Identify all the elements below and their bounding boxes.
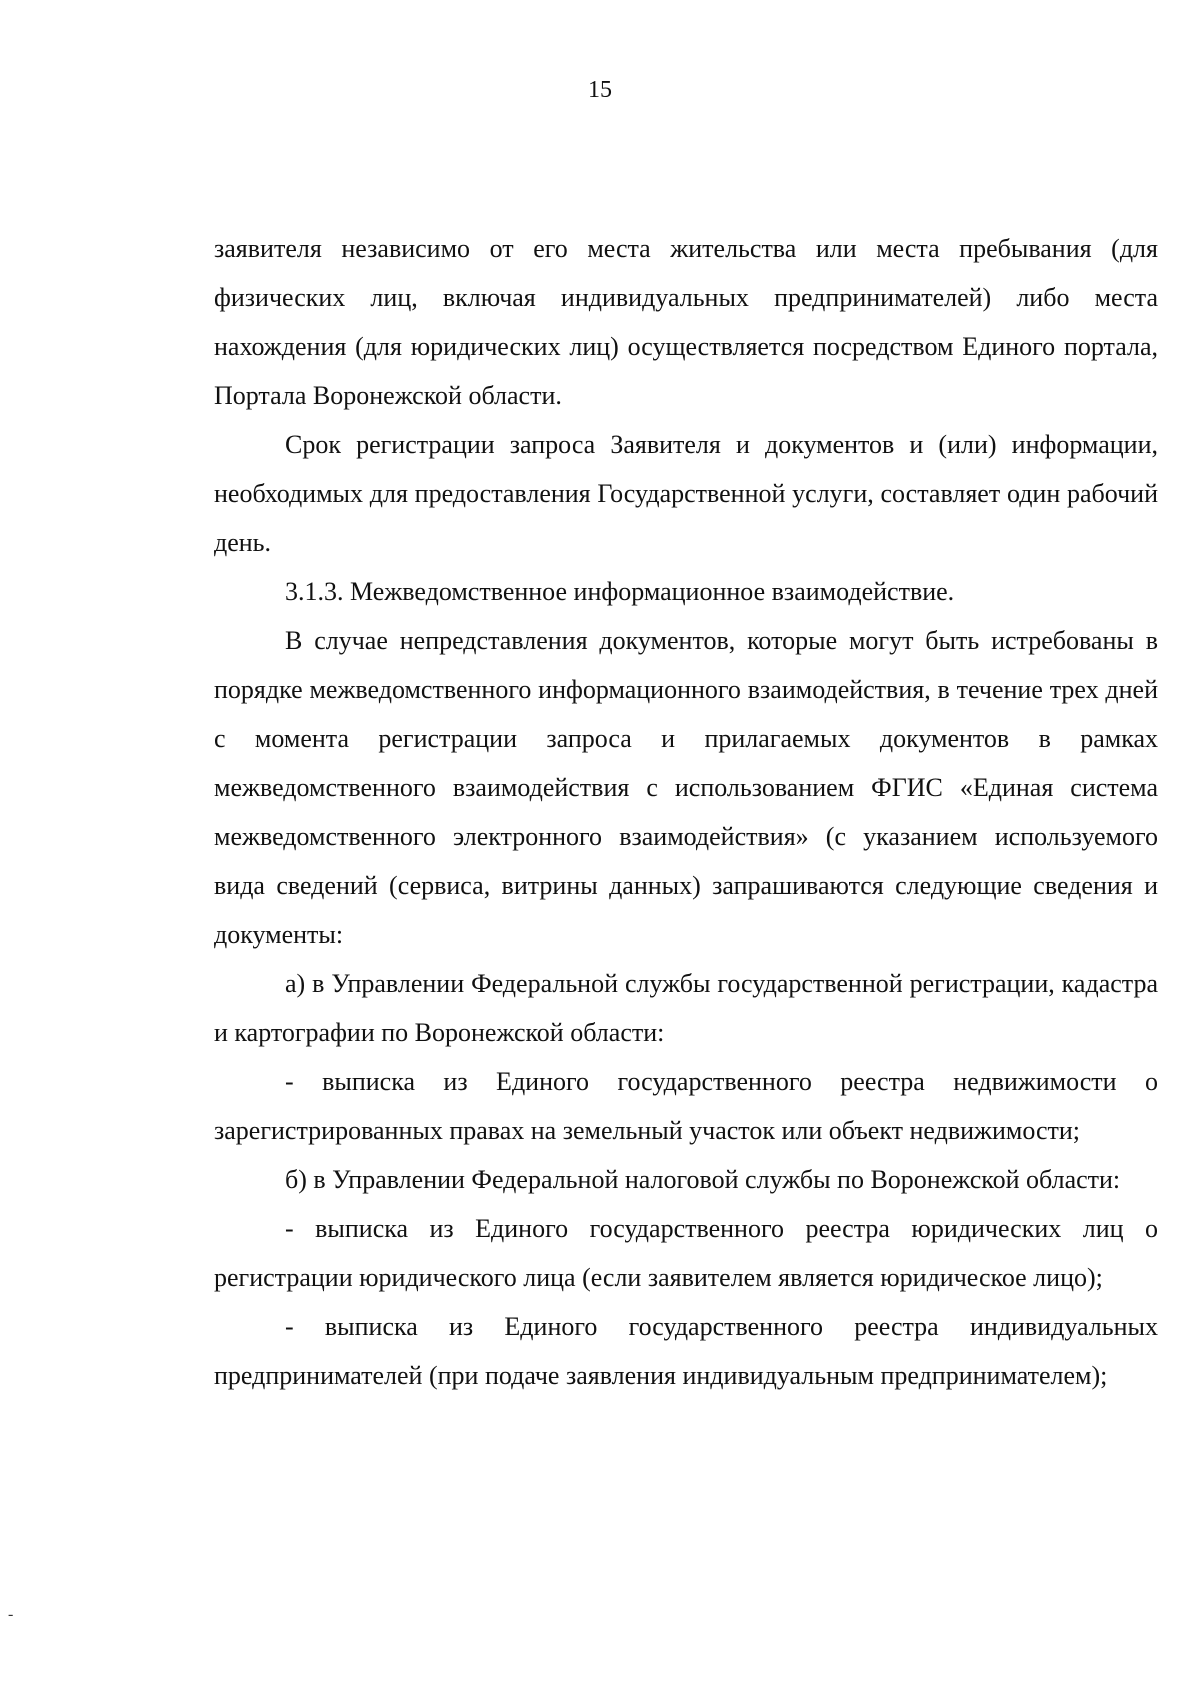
document-body xyxy=(214,224,1158,1400)
list-item-b-tax-service: б) в Управлении Федеральной налоговой службы по Воронежской области: xyxy=(285,1165,1121,1194)
list-item-a-rosreestr: а) в Управлении Федеральной службы государственной регистрации, кадастра и картографии по Воронежской области: xyxy=(214,969,1158,1047)
scan-speck: - xyxy=(8,1606,14,1623)
list-item-legal-entities-extract: - выписка из Единого государственного реестра юридических лиц о регистрации юридического лица (если заявителем является юридическое лицо); xyxy=(214,1214,1158,1292)
paragraph-registration-place: заявителя независимо от его места жительства или места пребывания (для физических лиц, включая индивидуальных предпринимателей) либо места нахождения (для юридических лиц) осуществляется посредством Единого портала, Портала Воронежской области. xyxy=(214,234,1158,410)
section-heading-3-1-3: 3.1.3. Межведомственное информационное взаимодействие. xyxy=(285,577,955,606)
paragraph-registration-term: Срок регистрации запроса Заявителя и документов и (или) информации, необходимых для предоставления Государственной услуги, составляет один рабочий день. xyxy=(214,430,1158,557)
list-item-entrepreneurs-extract: - выписка из Единого государственного реестра индивидуальных предпринимателей (при подаче заявления индивидуальным предпринимателем); xyxy=(214,1312,1158,1390)
paragraph-interagency-requests: В случае непредставления документов, которые могут быть истребованы в порядке межведомственного информационного взаимодействия, в течение трех дней с момента регистрации запроса и прилагаемых документов в рамках межведомственного взаимодействия с использованием ФГИС «Единая система межведомственного электронного взаимодействия» (с указанием используемого вида сведений (сервиса, витрины данных) запрашиваются следующие сведения и документы: xyxy=(214,626,1158,949)
page-number: 15 xyxy=(588,77,612,103)
list-item-real-estate-extract: - выписка из Единого государственного реестра недвижимости о зарегистрированных правах на земельный участок или объект недвижимости; xyxy=(214,1067,1158,1145)
